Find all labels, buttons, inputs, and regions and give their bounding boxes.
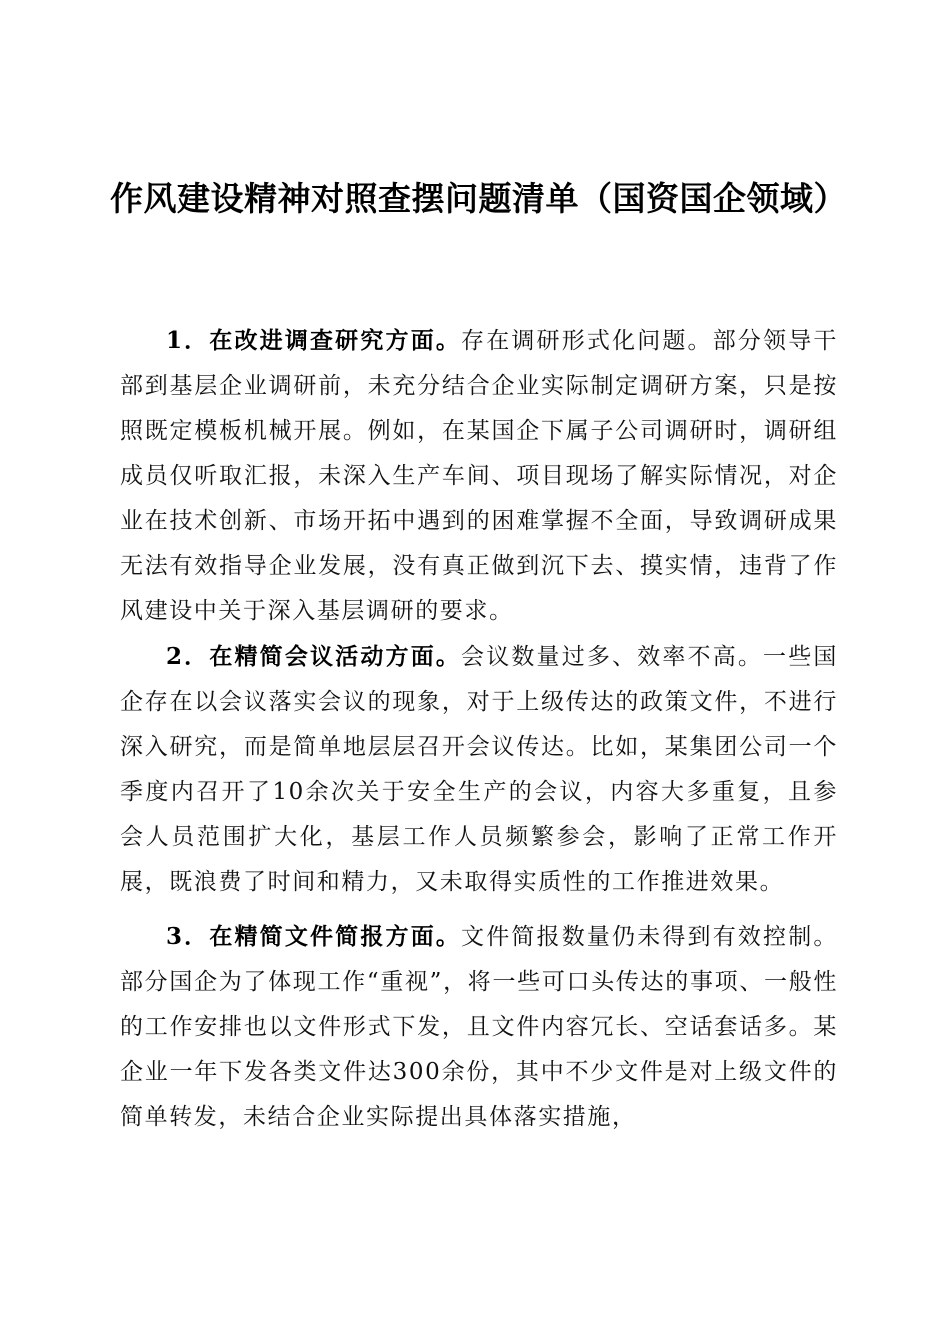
paragraph-2-text: 会议数量过多、效率不高。一些国企存在以会议落实会议的现象，对于上级传达的政策文件，不进行深入研究，而是简单地层层召开会议传达。比如，某集团公司一个季度内召开了10余次关于安全生产的会议，内容大多重复，且参会人员范围扩大化，基层工作人员频繁参会，影响了正常工作开展，既浪费了时间和精力，又未取得实质性的工作推进效果。: [120, 644, 838, 895]
paragraph-2: [120, 634, 838, 905]
paragraph-1-heading: 1．在改进调查研究方面。: [166, 327, 462, 354]
paragraph-3: [120, 914, 838, 1140]
document-title: 作风建设精神对照查摆问题清单（国资国企领域）: [110, 179, 847, 218]
paragraph-1-text: 存在调研形式化问题。部分领导干部到基层企业调研前，未充分结合企业实际制定调研方案，只是按照既定模板机械开展。例如，在某国企下属子公司调研时，调研组成员仅听取汇报，未深入生产车间、项目现场了解实际情况，对企业在技术创新、市场开拓中遇到的困难掌握不全面，导致调研成果无法有效指导企业发展，没有真正做到沉下去、摸实情，违背了作风建设中关于深入基层调研的要求。: [120, 328, 838, 624]
paragraph-1: [120, 318, 838, 634]
paragraph-2-heading: 2．在精简会议活动方面。: [166, 643, 462, 670]
document-body: [120, 318, 838, 1140]
paragraph-3-text: 文件简报数量仍未得到有效控制。部分国企为了体现工作“重视”，将一些可口头传达的事项、一般性的工作安排也以文件形式下发，且文件内容冗长、空话套话多。某企业一年下发各类文件达300余份，其中不少文件是对上级文件的简单转发，未结合企业实际提出具体落实措施，: [120, 924, 838, 1130]
paragraph-3-heading: 3．在精简文件简报方面。: [166, 923, 462, 950]
